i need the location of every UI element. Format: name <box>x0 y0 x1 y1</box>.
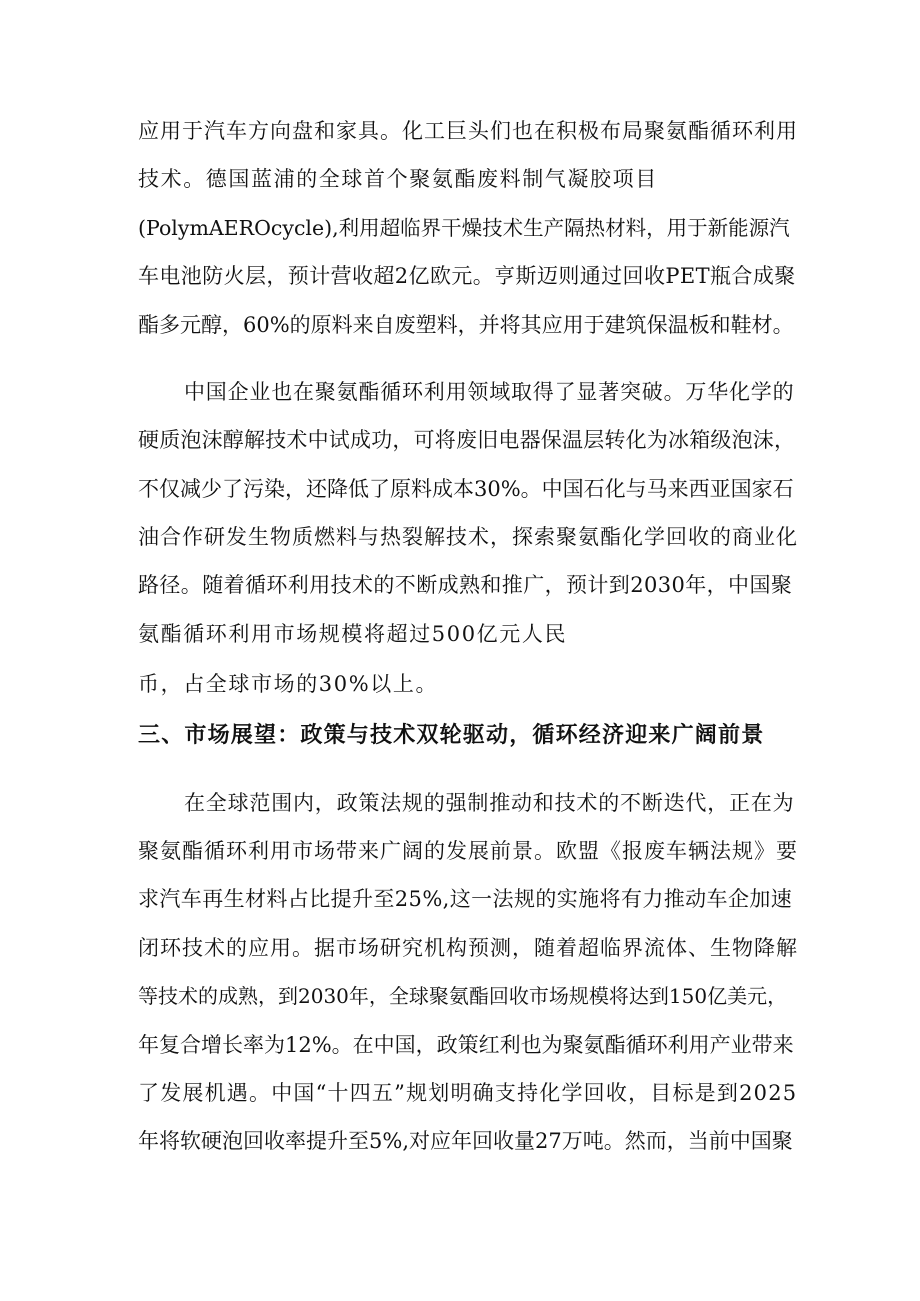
text-line: 聚氨酯循环利用市场带来广阔的发展前景。欧盟《报废车辆法规》要 <box>138 839 798 863</box>
text-line: 了发展机遇。中国“十四五”规划明确支持化学回收，目标是到2025 <box>138 1081 798 1105</box>
text-line: 年将软硬泡回收率提升至5%,对应年回收量27万吨。然而，当前中国聚 <box>138 1129 793 1153</box>
text-line: 不仅减少了污染，还降低了原料成本30%。中国石化与马来西亚国家石 <box>138 477 794 501</box>
text-line: 氨酯循环利用市场规模将超过500亿元人民 <box>138 622 568 646</box>
text-line: 等技术的成熟，到2030年，全球聚氨酯回收市场规模将达到150亿美元， <box>138 984 788 1008</box>
text-line: 应用于汽车方向盘和家具。化工巨头们也在积极布局聚氨酯循环利用 <box>138 119 798 143</box>
text-line: 车电池防火层，预计营收超2亿欧元。亨斯迈则通过回收PET瓶合成聚 <box>138 264 796 288</box>
text-line: 中国企业也在聚氨酯循环利用领域取得了显著突破。万华化学的 <box>184 380 795 404</box>
text-line: 酯多元醇，60%的原料来自废塑料，并将其应用于建筑保温板和鞋材。 <box>138 313 794 337</box>
text-line: 年复合增长率为12%。在中国，政策红利也为聚氨酯循环利用产业带来 <box>138 1033 794 1057</box>
text-line: 闭环技术的应用。据市场研究机构预测，随着超临界流体、生物降解 <box>138 936 798 960</box>
text-line: 在全球范围内，政策法规的强制推动和技术的不断迭代，正在为 <box>184 791 795 815</box>
text-line: 油合作研发生物质燃料与热裂解技术，探索聚氨酯化学回收的商业化 <box>138 525 798 549</box>
section-heading: 三、市场展望：政策与技术双轮驱动，循环经济迎来广阔前景 <box>138 722 765 748</box>
text-line: 硬质泡沫醇解技术中试成功，可将废旧电器保温层转化为冰箱级泡沫， <box>138 428 796 452</box>
text-line: (PolymAEROcycle),利用超临界干燥技术生产隔热材料，用于新能源汽 <box>138 216 790 240</box>
text-line: 路径。随着循环利用技术的不断成熟和推广，预计到2030年，中国聚 <box>138 573 793 597</box>
text-line: 币，占全球市场的30%以上。 <box>138 672 439 696</box>
text-line: 求汽车再生材料占比提升至25%,这一法规的实施将有力推动车企加速 <box>138 887 793 911</box>
text-line: 技术。德国蓝浦的全球首个聚氨酯废料制气凝胶项目 <box>138 167 658 191</box>
